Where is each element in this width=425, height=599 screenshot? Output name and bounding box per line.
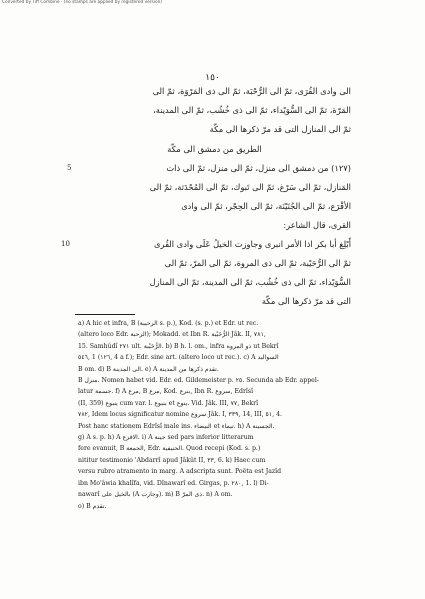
footnote-line: 15. Samhûdî ٢٧١ ult. الرُّحَيْبة. b) B h. l. om., infra ذو المروة ut Bekrî	[78, 342, 279, 350]
footnote-line: latur جسمة. f) A مرع, B مرع, Kod. بنرع, Ibn R. سروع, Edrîsî	[78, 388, 254, 396]
verse-line: أَبْلِغ أبا بكر اذا الأمر انبرى وجاوزت الخيلُ عَلَى وادى القُرى	[154, 239, 351, 249]
line-number-5: 5	[67, 164, 72, 172]
footnote-separator	[75, 314, 135, 315]
footnote-line: nawarî بالخيل على (A وجارت). m) B ذى المرّ. n) A om.	[78, 491, 233, 499]
text-line: (١٢٧) من دمشق الى منزل، ثمّ الى منزل، ثمّ الى ذات	[166, 163, 351, 173]
text-line: الأقْرَع، ثمّ الى الجُنَيْنَة، ثمّ الى الحِجْر، ثمّ الى وادى	[181, 201, 351, 211]
text-line: التى قد مرّ ذكرها الى مكّة	[261, 296, 351, 306]
footnote-line: B om. d) B الى المدينة. e) A تقدم ذكرها من المدينة.	[78, 365, 219, 373]
footnote-line: ٧٨٢, Idem locus significatur nomine سروع Jâk. I, ٣٣٩, 14, III, ٥١, 4.	[78, 411, 283, 419]
footnote-line: B منزل. Nomen habet vid. Edr. ed. Gildemeister p. ٢٥. Secunda ab Edr. appel-	[78, 377, 319, 385]
text-line: ثمّ الى المنازل التى قد مرّ ذكرها الى مكّة	[209, 124, 351, 134]
text-line: المَنازل، ثمّ الى سَرْغ، ثمّ الى تَبوك، ثمّ الى المُحْدَثة، ثمّ الى	[149, 182, 351, 192]
footnote-line: versu rubro atramento in marg. A adscripta sunt. Poëta est Jazîd	[78, 468, 282, 476]
footnote-line: Post hanc stationem Edrîsî male ins. البيضاء et تيماء. h) A الجسينة.	[78, 422, 275, 430]
text-line: الى وادى القُرَى، ثمّ الى الرُّحْبَة، ثمّ الى ذى المَرْوَة، ثمّ الى	[152, 86, 351, 96]
footnote-line: a) A hic et infra, B (الرحيبة s. p.), Kod. (s. p.) et Edr. ut rec.	[78, 320, 259, 327]
footnote-line: o) B تقدم.	[78, 502, 107, 510]
footnote-line: nititur testimonio 'Abdarrî apud Jâkût II, ٣٣, 6. k) Haec cum	[78, 456, 266, 464]
converter-watermark: Converted by Tiff Combine - (no stamps are applied by registered version)	[2, 0, 163, 5]
text-line: المَرّة، ثمّ الى السُّوَيْداء، ثمّ الى ذى خُشُب، ثمّ الى المدينة،	[153, 105, 351, 115]
footnote-line: ibn Mo'âwia khalîfa, vid. Dînawarî ed. Girgas, p. ٢٨٠, 1. l) Di-	[78, 479, 269, 487]
page-number: ١٥٠	[205, 73, 220, 83]
line-number-10: 10	[61, 240, 70, 248]
footnotes	[78, 318, 351, 512]
text-line: القرى، قال الشاعر:	[283, 220, 351, 230]
section-heading: الطريق من دمشق الى مكّة	[167, 144, 262, 154]
footnote-line: (altero loco Edr. الرحبة); Mokadd. et Ibn R. الرُّحَيْبة Jâk. II, ٧٨١,	[78, 331, 266, 339]
footnote-line: g) A s. p. h) A الاقرع. i) A جينة sed pars inferior litterarum	[78, 434, 254, 442]
footnote-line: ٥٤٦, 1 (١٢٦, 4 a f.); Edr. sine art. (altero loco ut rec.). c) A السواليد	[78, 354, 279, 362]
footnote-line: fere evanuit, B الحمعة, Edr. الحنيفية. Quod recepi (Kod. s. p.)	[78, 445, 261, 453]
footnote-line: (II, 359) ينبوع cum var. l. بنبوع et ينوع. Vid. Jâk. III, ٧٧, Bekrî	[78, 399, 259, 407]
text-line: ثمّ الى الرُّحَيْبة، ثمّ الى ذى المروة، ثمّ الى المرّ، ثمّ الى	[164, 258, 351, 268]
text-line: السُّوَيْداء، ثمّ الى ذى خُشُب، ثمّ الى المدينة، ثمّ الى المنازل	[149, 277, 351, 287]
